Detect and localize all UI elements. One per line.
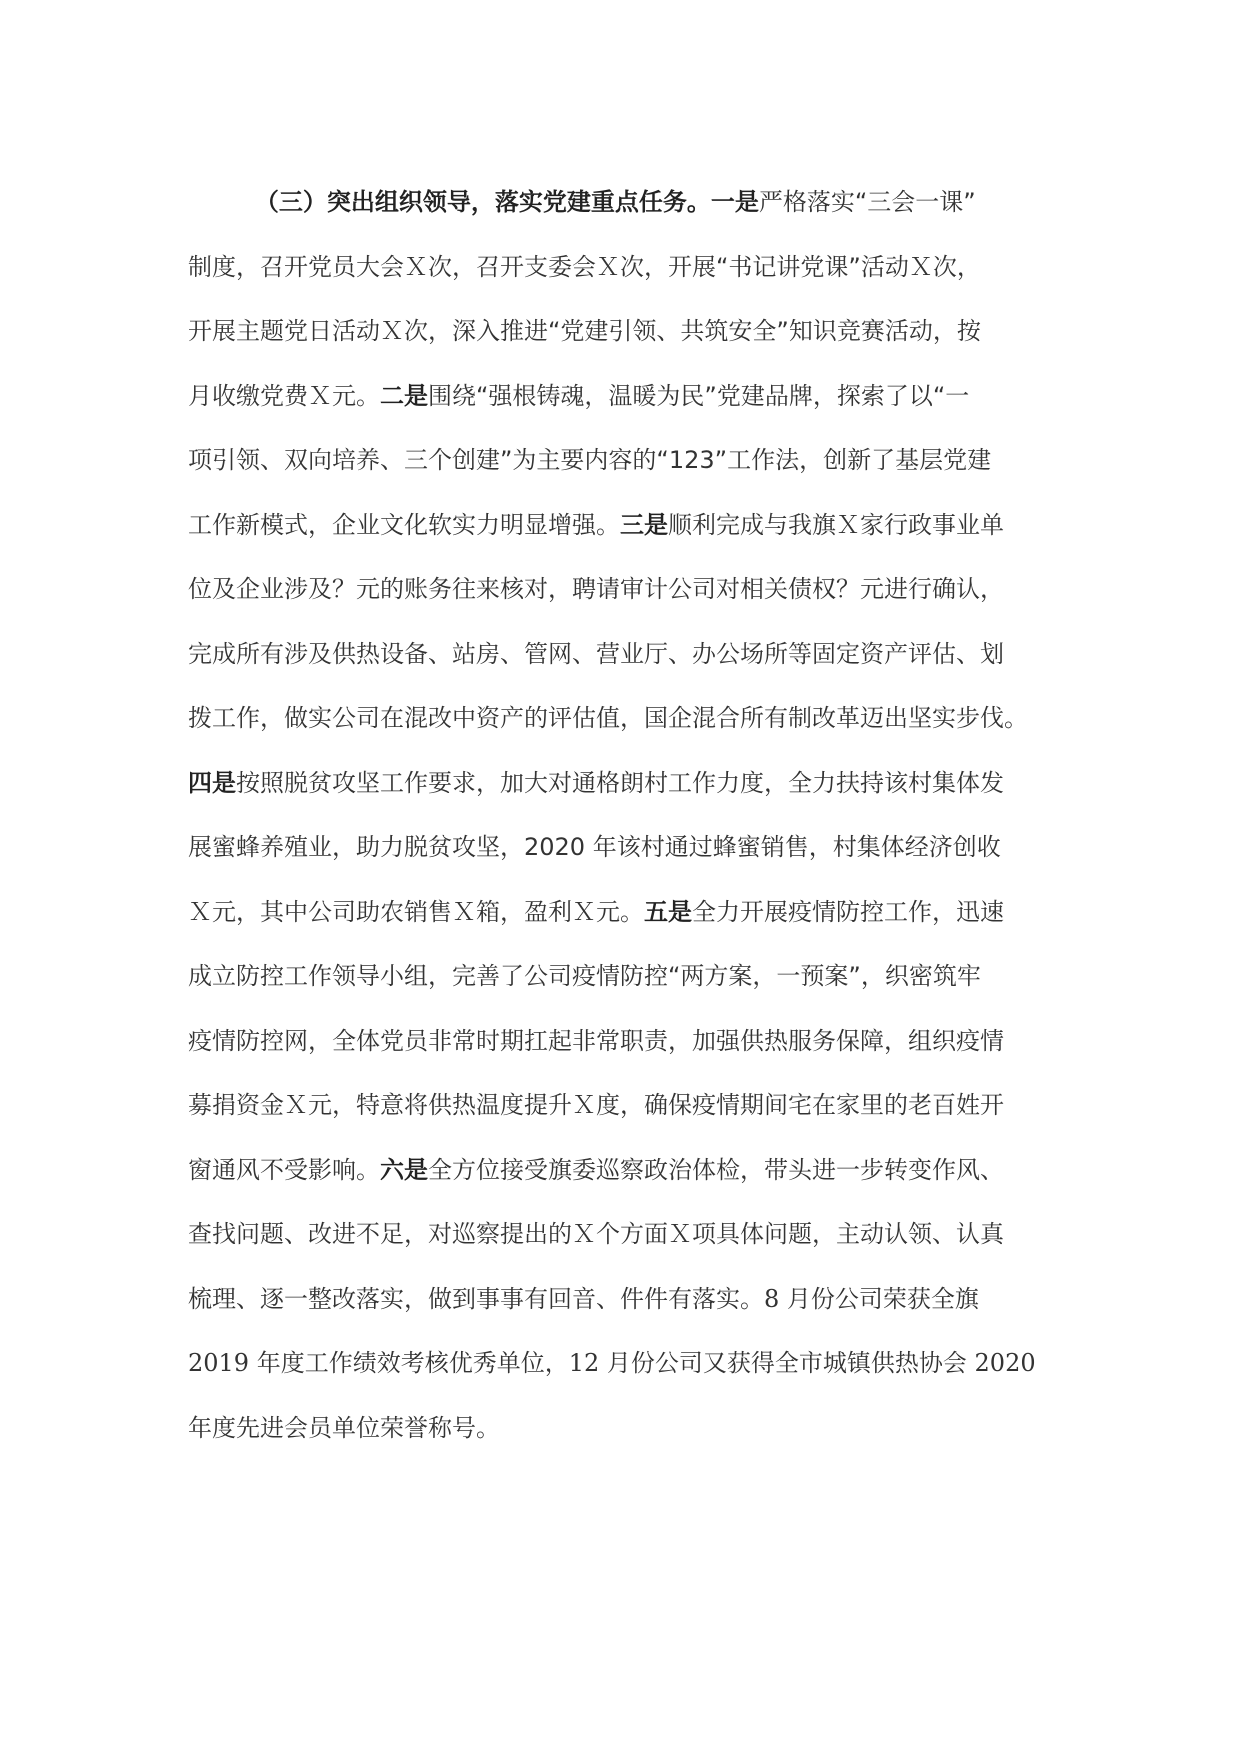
line-text: 窗通风不受影响。 xyxy=(188,1155,380,1184)
paragraph-line xyxy=(188,1138,1064,1203)
paragraph-line xyxy=(188,622,1064,687)
paragraph-line xyxy=(188,493,1064,558)
body-paragraph xyxy=(188,170,1064,1460)
line-text: 年度工作绩效考核优秀单位， xyxy=(249,1349,569,1377)
paragraph-line xyxy=(188,815,1064,880)
line-text: 项引领、双向培养、三个创建”为主要内容的“123”工作法，创新了基层党建 xyxy=(188,446,992,474)
bold-lead-text: （三）突出组织领导，落实党建重点任务。 xyxy=(188,188,711,216)
paragraph-line xyxy=(188,235,1064,300)
paragraph-line xyxy=(188,686,1064,751)
paragraph-line xyxy=(188,1073,1064,1138)
line-text: 工作新模式，企业文化软实力明显增强。 xyxy=(188,510,620,539)
line-text: 梳理、逐一整改落实，做到事事有回音、件件有落实。 xyxy=(188,1284,764,1313)
line-text: 顺利完成与我旗Ｘ家行政事业单 xyxy=(668,510,1004,539)
paragraph-line xyxy=(188,751,1064,816)
paragraph-line xyxy=(188,1009,1064,1074)
line-text: 8 xyxy=(764,1284,780,1313)
line-text: 年度先进会员单位荣誉称号。 xyxy=(188,1413,500,1442)
paragraph-line xyxy=(188,1267,1064,1332)
line-text: 开展主题党日活动Ｘ次，深入推进“党建引领、共筑安全”知识竞赛活动，按 xyxy=(188,317,981,345)
bold-lead-text: 三是 xyxy=(620,510,668,539)
line-text: 查找问题、改进不足，对巡察提出的Ｘ个方面Ｘ项具体问题，主动认领、认真 xyxy=(188,1220,1004,1248)
paragraph-line xyxy=(188,557,1064,622)
paragraph-line xyxy=(188,364,1064,429)
line-text: 完成所有涉及供热设备、站房、管网、营业厅、办公场所等固定资产评估、划 xyxy=(188,639,1004,668)
line-text: 月收缴党费Ｘ元。 xyxy=(188,381,380,410)
line-text: 全力开展疫情防控工作，迅速 xyxy=(692,897,1004,926)
line-text: 严格落实“三会一课” xyxy=(758,188,976,216)
line-text: 按照脱贫攻坚工作要求，加大对通格朗村工作力度，全力扶持该村集体发 xyxy=(236,768,1004,797)
line-text: 全方位接受旗委巡察政治体检，带头进一步转变作风、 xyxy=(428,1155,1004,1184)
line-text: 月份公司荣获全旗 xyxy=(779,1284,979,1313)
line-text: 成立防控工作领导小组，完善了公司疫情防控“两方案，一预案”，织密筑牢 xyxy=(188,962,981,990)
line-text: 位及企业涉及？元的账务往来核对，聘请审计公司对相关债权？元进行确认， xyxy=(188,575,1004,603)
line-text: 围绕“强根铸魂，温暖为民”党建品牌，探索了以“一 xyxy=(428,381,970,410)
line-text: Ｘ元，其中公司助农销售Ｘ箱，盈利Ｘ元。 xyxy=(188,897,644,926)
line-text: 展蜜蜂养殖业，助力脱贫攻坚，2020 年该村通过蜂蜜销售，村集体经济创收 xyxy=(188,833,1001,861)
paragraph-line xyxy=(188,1331,1064,1396)
line-text: 12 xyxy=(568,1349,600,1377)
paragraph-line xyxy=(188,428,1064,493)
line-text: 拨工作，做实公司在混改中资产的评估值，国企混合所有制改革迈出坚实步伐。 xyxy=(188,704,1028,732)
line-text: 募捐资金Ｘ元，特意将供热温度提升Ｘ度，确保疫情期间宅在家里的老百姓开 xyxy=(188,1091,1004,1119)
bold-lead-text: 六是 xyxy=(380,1155,428,1184)
bold-lead-text: 四是 xyxy=(188,768,236,797)
bold-lead-text: 一是 xyxy=(710,188,759,216)
line-text: 月份公司又获得全市城镇供热协会 xyxy=(599,1349,975,1377)
line-text: 制度，召开党员大会Ｘ次，召开支委会Ｘ次，开展“书记讲党课”活动Ｘ次， xyxy=(188,252,981,281)
bold-lead-text: 二是 xyxy=(380,381,428,410)
line-text: 2020 xyxy=(974,1349,1036,1377)
paragraph-line xyxy=(188,880,1064,945)
paragraph-line xyxy=(188,1396,1064,1461)
line-text: 2019 xyxy=(188,1349,250,1377)
paragraph-line xyxy=(188,944,1064,1009)
bold-lead-text: 五是 xyxy=(644,897,692,926)
paragraph-line xyxy=(188,299,1064,364)
paragraph-line xyxy=(188,170,1064,235)
line-text: 疫情防控网，全体党员非常时期扛起非常职责，加强供热服务保障，组织疫情 xyxy=(188,1026,1004,1055)
paragraph-line xyxy=(188,1202,1064,1267)
